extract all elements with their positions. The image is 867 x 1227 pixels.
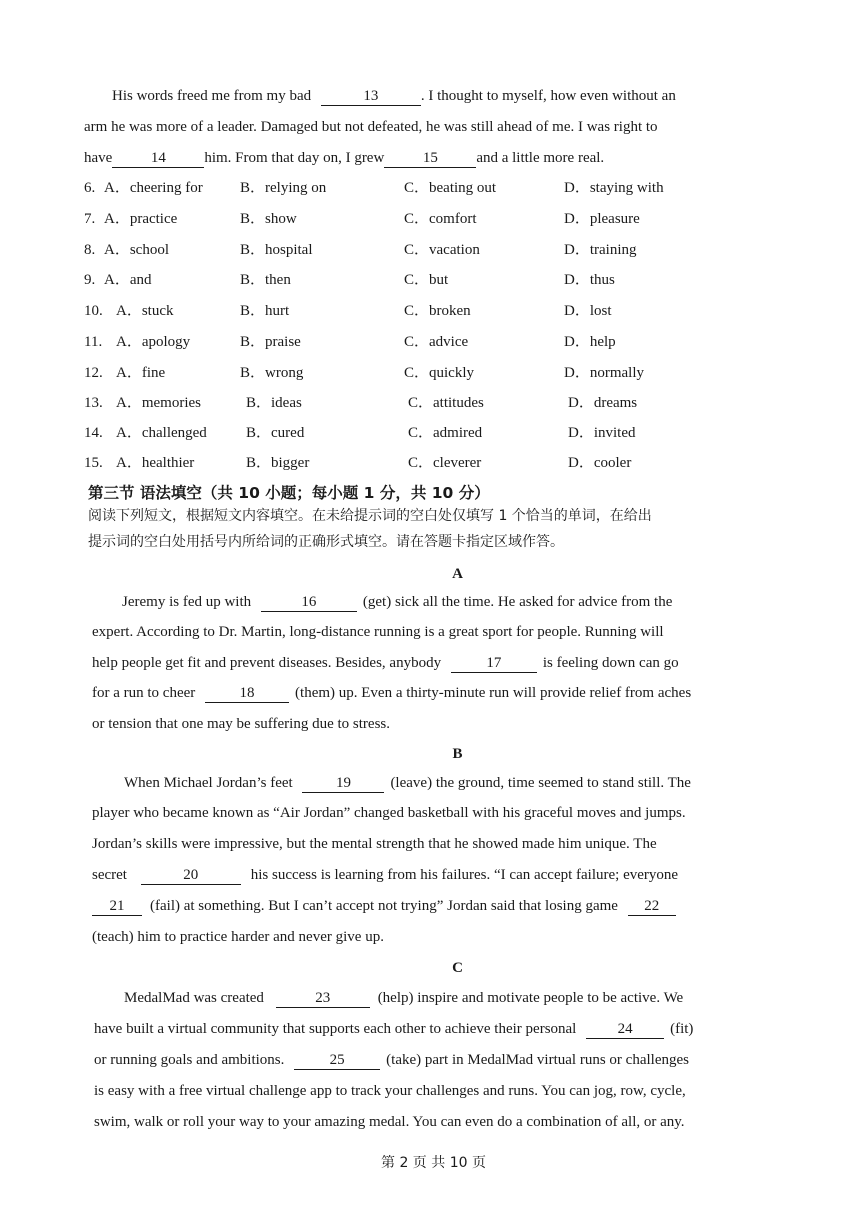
section3-instruction-1: 阅读下列短文，根据短文内容填空。在未给提示词的空白处仅填写 1 个恰当的单词，在给出 [88, 508, 652, 524]
option-c: C．advice [404, 334, 469, 350]
passage-b-line-3: Jordan’s skills were impressive, but the mental strength that he showed made him unique. The [92, 836, 657, 852]
blank-15: 15 [384, 150, 476, 168]
option-a: A．fine [116, 365, 166, 381]
passage-a-line-3: help people get fit and prevent diseases. Besides, anybody 17 is feeling down can go [92, 655, 679, 671]
option-a: A．practice [104, 211, 178, 227]
option-a: A．apology [116, 334, 191, 350]
question-number: 7. [84, 211, 96, 227]
option-b: B．ideas [246, 395, 302, 411]
blank-21: 21 [92, 898, 142, 916]
blank-23: 23 [276, 990, 370, 1008]
option-c: C．quickly [404, 365, 474, 381]
option-a: A．healthier [116, 455, 195, 471]
option-d: D．staying with [564, 180, 664, 196]
question-number: 12. [84, 365, 103, 381]
option-c: C．admired [408, 425, 483, 441]
option-b: B．cured [246, 425, 305, 441]
blank-22: 22 [628, 898, 676, 916]
option-a: A．challenged [116, 425, 207, 441]
option-a: A．stuck [116, 303, 174, 319]
option-b: B．hurt [240, 303, 290, 319]
passage-b-label: B [452, 746, 463, 762]
passage-a-line-5: or tension that one may be suffering due to stress. [92, 716, 390, 732]
blank-14: 14 [112, 150, 204, 168]
option-a: A．and [104, 272, 152, 288]
option-b: B．praise [240, 334, 301, 350]
section3-instruction-2: 提示词的空白处用括号内所给词的正确形式填空。请在答题卡指定区域作答。 [88, 534, 564, 550]
blank-13: 13 [321, 88, 421, 106]
option-b: B．show [240, 211, 297, 227]
passage-line-2: arm he was more of a leader. Damaged but not defeated, he was still ahead of me. I was right to [84, 119, 658, 135]
section3-title: 第三节 语法填空（共 10 小题；每小题 1 分，共 10 分） [88, 484, 490, 502]
passage-b-line-4: secret 20 his success is learning from his failures. “I can accept failure; everyone [92, 867, 679, 883]
option-c: C．comfort [404, 211, 477, 227]
blank-16: 16 [261, 594, 357, 612]
option-a: A．school [104, 242, 169, 258]
option-b: B．wrong [240, 365, 304, 381]
question-number: 14. [84, 425, 103, 441]
blank-25: 25 [294, 1052, 380, 1070]
option-d: D．cooler [568, 455, 632, 471]
option-d: D．normally [564, 365, 644, 381]
passage-a-line-2: expert. According to Dr. Martin, long-distance running is a great sport for people. Running will [92, 624, 664, 640]
option-c: C．broken [404, 303, 471, 319]
blank-20: 20 [141, 867, 241, 885]
question-number: 15. [84, 455, 103, 471]
option-a: A．cheering for [104, 180, 203, 196]
question-number: 9. [84, 272, 96, 288]
option-d: D．invited [568, 425, 636, 441]
option-d: D．dreams [568, 395, 638, 411]
option-d: D．help [564, 334, 616, 350]
option-c: C．beating out [404, 180, 497, 196]
passage-c-label: C [452, 960, 463, 976]
passage-b-line-1: When Michael Jordan’s feet 19 (leave) the ground, time seemed to stand still. The [124, 775, 691, 791]
option-d: D．pleasure [564, 211, 640, 227]
question-number: 11. [84, 334, 103, 350]
passage-line-1: His words freed me from my bad 13 . I thought to myself, how even without an [112, 88, 676, 104]
option-c: C．attitudes [408, 395, 484, 411]
passage-c-line-4: is easy with a free virtual challenge app to track your challenges and runs. You can jog, row, cycle, [94, 1083, 686, 1099]
question-number: 10. [84, 303, 103, 319]
option-d: D．training [564, 242, 637, 258]
option-c: C．but [404, 272, 449, 288]
passage-a-label: A [452, 566, 463, 582]
option-a: A．memories [116, 395, 201, 411]
passage-a-line-1: Jeremy is fed up with 16 (get) sick all the time. He asked for advice from the [122, 594, 673, 610]
option-b: B．bigger [246, 455, 310, 471]
option-c: C．cleverer [408, 455, 482, 471]
passage-c-line-5: swim, walk or roll your way to your amazing medal. You can even do a combination of all, or any. [94, 1114, 685, 1130]
blank-24: 24 [586, 1021, 664, 1039]
option-b: B．hospital [240, 242, 313, 258]
passage-line-3: have 14 him. From that day on, I grew 15 and a little more real. [84, 150, 605, 166]
blank-17: 17 [451, 655, 537, 673]
question-number: 13. [84, 395, 103, 411]
passage-c-line-1: MedalMad was created 23 (help) inspire and motivate people to be active. We [124, 990, 684, 1006]
question-number: 6. [84, 180, 96, 196]
option-d: D．lost [564, 303, 612, 319]
passage-b-line-5: 21 (fail) at something. But I can’t accept not trying” Jordan said that losing game 22 [92, 896, 676, 916]
passage-c-line-2: have built a virtual community that supports each other to achieve their personal 24 (fit) [94, 1021, 694, 1037]
page-footer: 第 2 页 共 10 页 [381, 1155, 486, 1171]
passage-a-line-4: for a run to cheer 18 (them) up. Even a thirty-minute run will provide relief from aches [92, 685, 692, 701]
question-number: 8. [84, 242, 96, 258]
option-d: D．thus [564, 272, 615, 288]
option-b: B．then [240, 272, 291, 288]
passage-c-line-3: or running goals and ambitions. 25 (take) part in MedalMad virtual runs or challenges [94, 1052, 689, 1068]
blank-19: 19 [302, 775, 384, 793]
option-b: B．relying on [240, 180, 327, 196]
option-c: C．vacation [404, 242, 480, 258]
blank-18: 18 [205, 685, 289, 703]
passage-b-line-6: (teach) him to practice harder and never give up. [92, 929, 384, 945]
passage-b-line-2: player who became known as “Air Jordan” changed basketball with his graceful moves and jumps. [92, 805, 686, 821]
